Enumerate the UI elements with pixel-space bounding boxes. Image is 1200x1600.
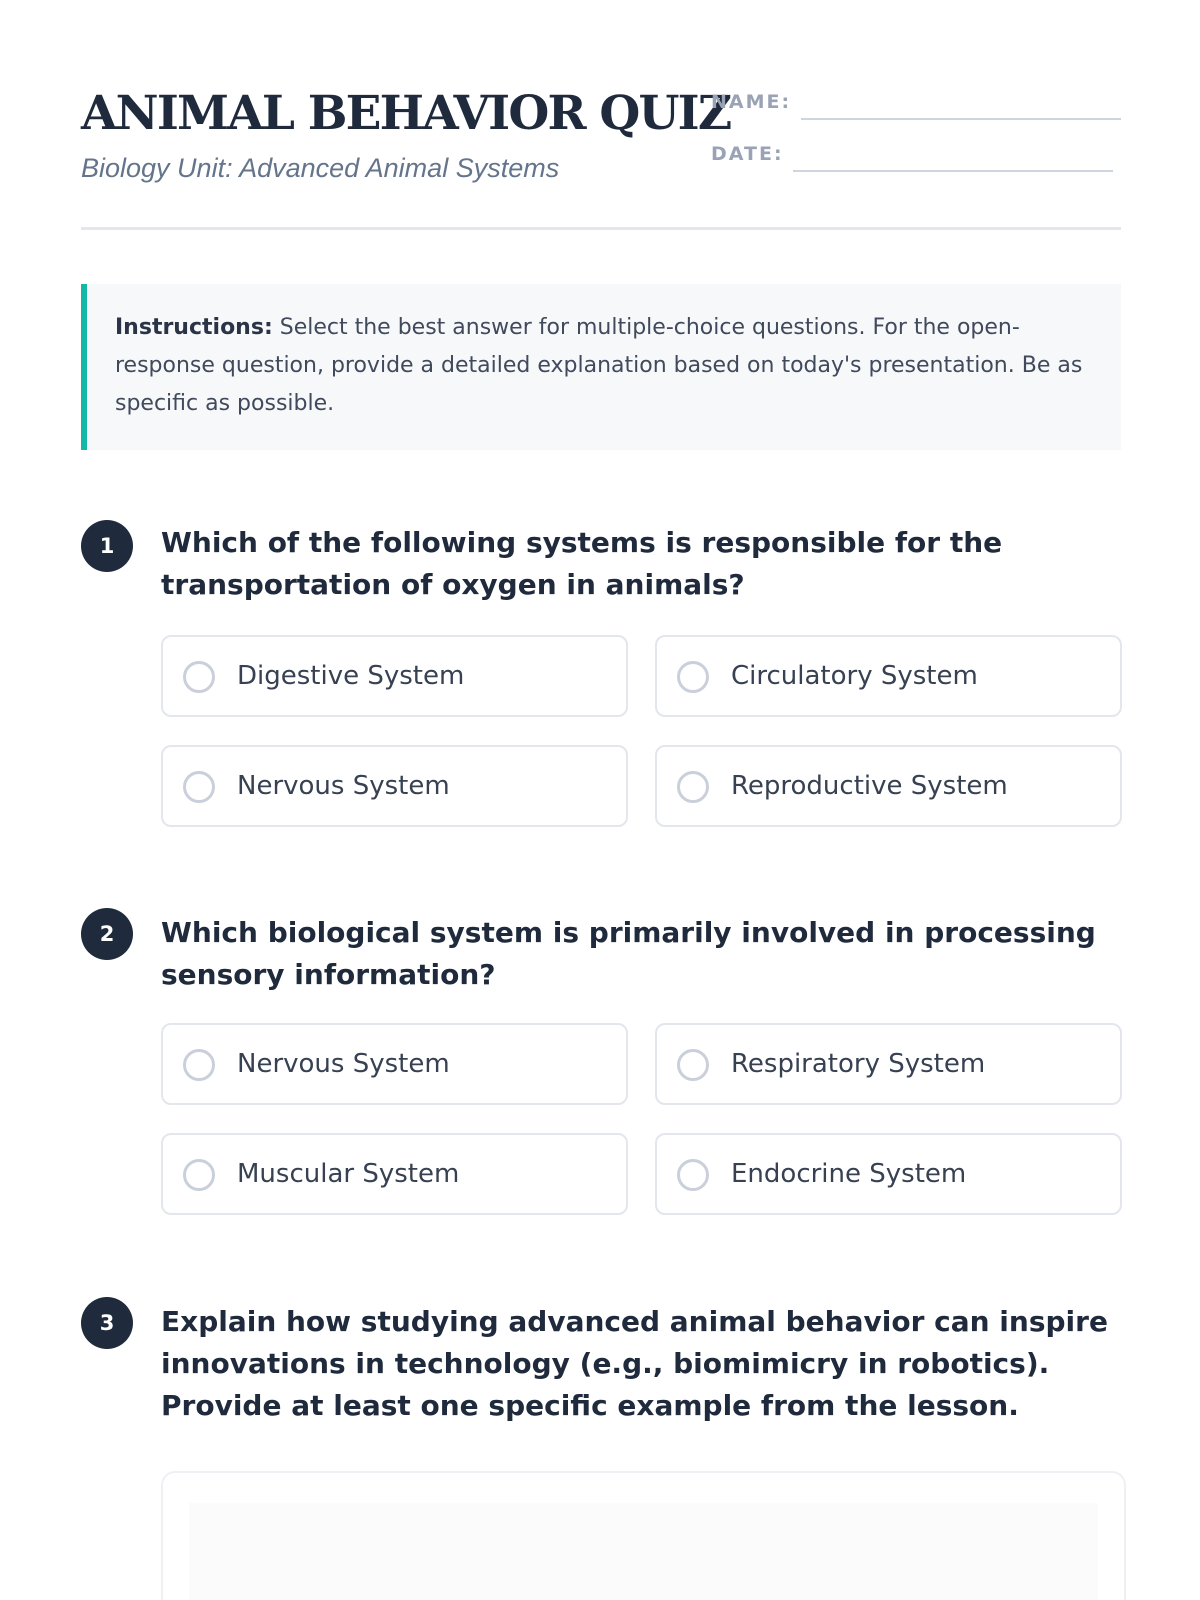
answer-option[interactable]	[161, 1133, 628, 1215]
radio-button-icon[interactable]	[183, 1159, 215, 1191]
question-number-badge: 3	[81, 1297, 133, 1349]
radio-button-icon[interactable]	[183, 771, 215, 803]
question-text: Explain how studying advanced animal behavior can inspire innovations in technology (e.g., biomimicry in robotics). Provide at least one specific example from the lesson.	[161, 1305, 1108, 1422]
question-text: Which of the following systems is responsible for the transportation of oxygen in animals?	[161, 526, 1003, 601]
instructions-box	[81, 284, 1121, 450]
answer-option-label: Reproductive System	[731, 771, 1008, 801]
question-text: Which biological system is primarily involved in processing sensory information?	[161, 916, 1096, 991]
answer-option[interactable]	[161, 745, 628, 827]
radio-button-icon[interactable]	[183, 1049, 215, 1081]
answer-option[interactable]	[161, 1023, 628, 1105]
radio-button-icon[interactable]	[677, 771, 709, 803]
answer-option[interactable]	[161, 635, 628, 717]
name-label: NAME:	[711, 91, 792, 113]
radio-button-icon[interactable]	[677, 1159, 709, 1191]
answer-option-label: Nervous System	[237, 771, 450, 801]
answer-option-label: Muscular System	[237, 1159, 460, 1189]
answer-option-label: Endocrine System	[731, 1159, 967, 1189]
answer-option-label: Respiratory System	[731, 1049, 986, 1079]
question-number-badge: 1	[81, 520, 133, 572]
instructions-label: Instructions:	[115, 315, 273, 340]
answer-option[interactable]	[655, 635, 1122, 717]
answer-option[interactable]	[655, 1133, 1122, 1215]
textarea-inner[interactable]	[189, 1503, 1098, 1600]
answer-option-label: Digestive System	[237, 661, 465, 691]
question-number-badge: 2	[81, 908, 133, 960]
page-subtitle: Biology Unit: Advanced Animal Systems	[81, 153, 560, 183]
answer-option-label: Circulatory System	[731, 661, 978, 691]
radio-button-icon[interactable]	[183, 661, 215, 693]
quiz-header	[81, 80, 1121, 230]
radio-button-icon[interactable]	[677, 661, 709, 693]
instructions-text: Select the best answer for multiple-choice questions. For the open-response question, provide a detailed explanation based on today's presentation. Be as specific as possible.	[115, 315, 1083, 416]
open-response-textarea[interactable]	[161, 1471, 1126, 1600]
answer-option-label: Nervous System	[237, 1049, 450, 1079]
page-title: ANIMAL BEHAVIOR QUIZ	[81, 86, 731, 141]
name-field-line[interactable]	[801, 118, 1121, 120]
radio-button-icon[interactable]	[677, 1049, 709, 1081]
date-label: DATE:	[711, 143, 784, 165]
answer-option[interactable]	[655, 745, 1122, 827]
answer-option[interactable]	[655, 1023, 1122, 1105]
date-field-line[interactable]	[793, 170, 1113, 172]
